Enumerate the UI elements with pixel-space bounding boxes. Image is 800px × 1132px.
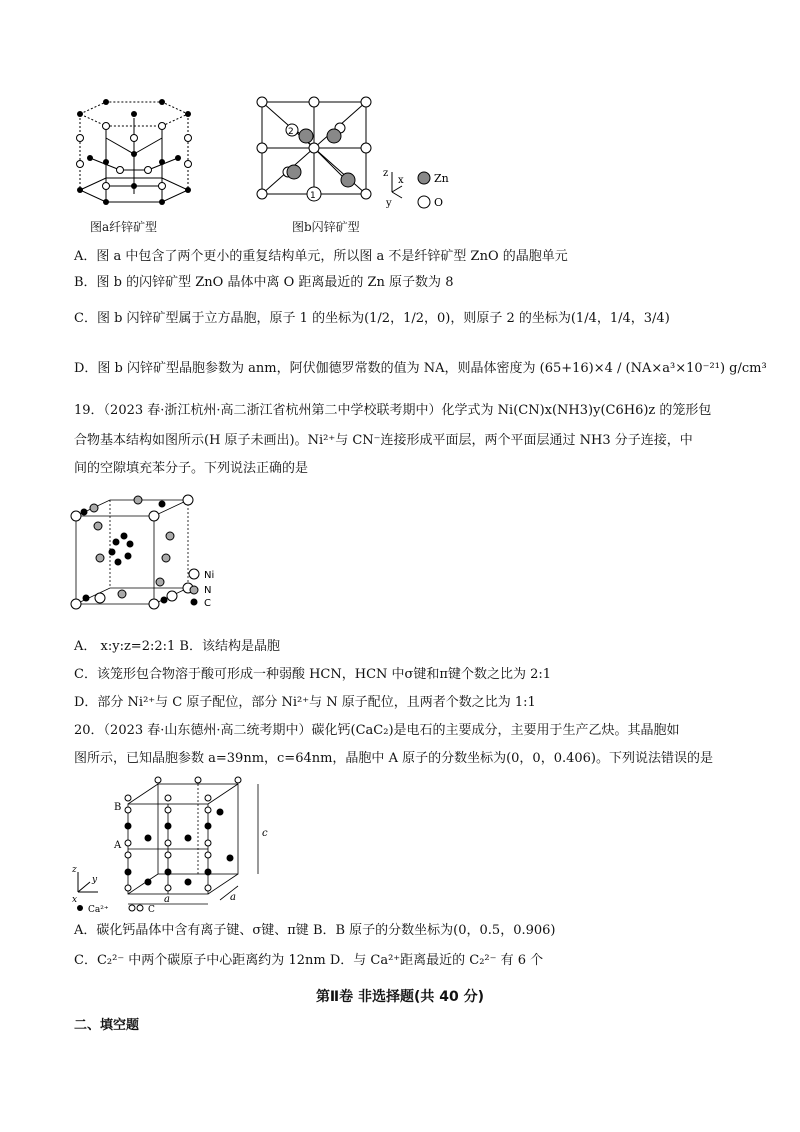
c-legend-marker-2 (137, 905, 143, 911)
figure-b-legend (380, 164, 460, 214)
q19-stem-line-3: 间的空隙填充苯分子。下列说法正确的是 (74, 461, 309, 476)
q19-option-d: D．部分 Ni²⁺与 C 原子配位，部分 Ni²⁺与 N 原子配位，且两者个数之比为 1:1 (74, 695, 536, 710)
o-legend-marker (418, 196, 430, 208)
n-legend-marker (190, 586, 198, 594)
axis-x-label: x (398, 175, 404, 186)
q20-options-ab: A．碳化钙晶体中含有离子键、σ键、π键 B．B 原子的分数坐标为(0，0.5，0.906) (74, 923, 556, 938)
q19-options-ab: A． x:y:z=2:2:1 B．该结构是晶胞 (74, 639, 280, 654)
atom-2-label: 2 (288, 127, 294, 137)
q18-option-c: C．图 b 闪锌矿型属于立方晶胞，原子 1 的坐标为(1/2，1/2，0)，则原子 2 的坐标为(1/4，1/4，3/4) (74, 311, 670, 326)
section-subtitle: 二、填空题 (74, 1018, 140, 1033)
ca-legend-marker (77, 905, 83, 911)
q20-options-cd: C．C₂²⁻ 中两个碳原子中心距离约为 12nm D．与 Ca²⁺距离最近的 C₂²⁻ 有 6 个 (74, 953, 544, 968)
q19-option-c: C．该笼形包合物溶于酸可形成一种弱酸 HCN，HCN 中σ键和π键个数之比为 2:1 (74, 667, 552, 682)
axis-y-label: y (386, 198, 392, 209)
figure-b-zinc-blende (252, 96, 372, 208)
n-legend-label: N (204, 585, 212, 596)
zn-legend-label: Zn (434, 172, 449, 185)
c-legend-label: C (204, 598, 211, 609)
ca-legend-label: Ca²⁺ (88, 905, 109, 915)
q18-option-a: A．图 a 中包含了两个更小的重复结构单元，所以图 a 不是纤锌矿型 ZnO 的晶胞单元 (74, 249, 568, 264)
zn-legend-marker (418, 172, 430, 184)
q20-axis-z: z (72, 865, 77, 875)
q19-stem-line-2: 合物基本结构如图所示(H 原子未画出)。Ni²⁺与 CN⁻连接形成平面层，两个平面层通过 NH3 分子连接，中 (74, 433, 693, 448)
q20-stem-line-2: 图所示，已知晶胞参数 a=39nm，c=64nm，晶胞中 A 原子的分数坐标为(0，0，0.406)。下列说法错误的是 (74, 751, 713, 766)
figure-a-wurtzite (70, 98, 200, 210)
figure-a-caption: 图a纤锌矿型 (90, 220, 158, 234)
atom-a-label: A (114, 840, 122, 851)
q20-axis-x: x (72, 895, 78, 905)
param-c-label: c (262, 828, 268, 839)
o-legend-label: O (434, 196, 444, 209)
atom-b-label: B (114, 802, 122, 813)
c-legend-marker-1 (129, 905, 135, 911)
ni-legend-marker (189, 569, 199, 579)
atom-1-label: 1 (310, 191, 316, 201)
param-a2-label: a (230, 892, 236, 903)
q20-stem-line-1: 20．（2023 春·山东德州·高二统考期中）碳化钙(CaC₂)是电石的主要成分，主要用于生产乙炔。其晶胞如 (74, 723, 680, 738)
param-a-label: a (164, 894, 170, 905)
figure-q20-calcium-carbide (70, 776, 280, 916)
c-legend-marker (191, 599, 198, 606)
section-title: 第Ⅱ卷 非选择题(共 40 分) (315, 989, 485, 1005)
ni-legend-label: Ni (204, 570, 215, 581)
q19-stem-line-1: 19．（2023 春·浙江杭州·高二浙江省杭州第二中学校联考期中）化学式为 Ni(CN)x(NH3)y(C6H6)z 的笼形包 (74, 403, 712, 418)
carbon-legend-label: C (148, 905, 155, 915)
axis-z-label: z (383, 168, 389, 179)
q18-option-d: D．图 b 闪锌矿型晶胞参数为 anm，阿伏伽德罗常数的值为 NA，则晶体密度为 (65+16)×4 / (NA×a³×10⁻²¹) g/cm³ (74, 361, 767, 376)
q18-option-b: B．图 b 的闪锌矿型 ZnO 晶体中离 O 距离最近的 Zn 原子数为 8 (74, 275, 454, 290)
q20-axis-y: y (92, 875, 98, 885)
figure-b-caption: 图b闪锌矿型 (292, 220, 360, 234)
figure-q19-clathrate (70, 486, 230, 620)
